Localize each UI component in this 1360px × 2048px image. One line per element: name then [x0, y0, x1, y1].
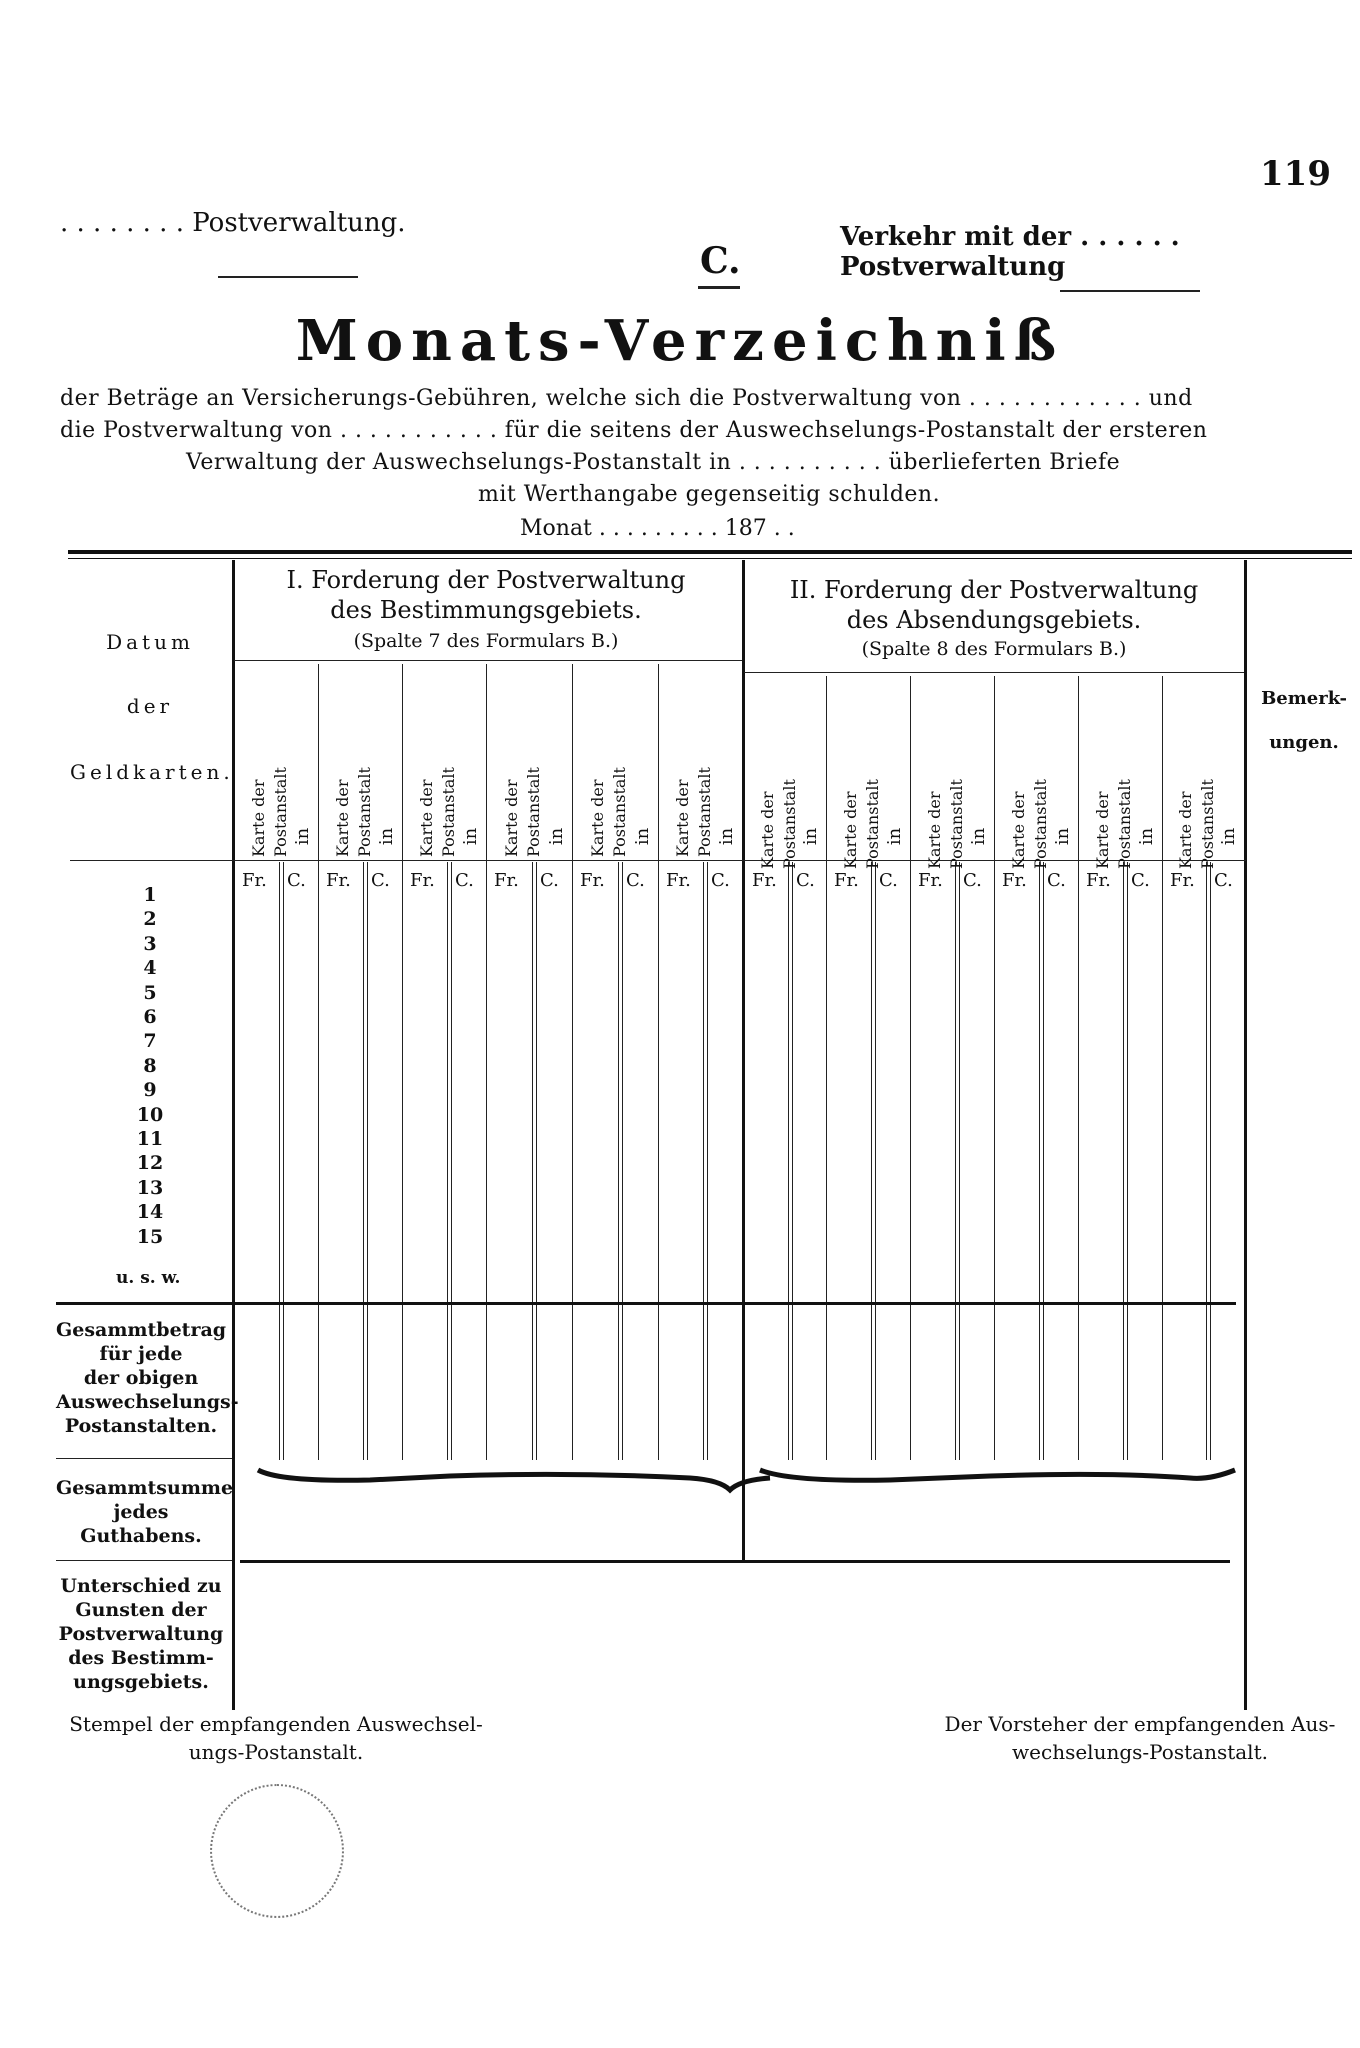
frc-split2-s1-4 [618, 862, 619, 1460]
row-number: 13 [136, 1176, 164, 1199]
frc-split-s1-1 [367, 862, 368, 1460]
header-right-rule [1060, 290, 1200, 292]
col-line-s2-2 [910, 676, 911, 1460]
frc-split-s2-2 [959, 862, 960, 1460]
row-label-line: des Bestimm- [68, 1647, 214, 1669]
row-label-line: für jede [99, 1343, 183, 1365]
section2-header-rule [744, 672, 1244, 673]
karte-line1: Karte der [333, 779, 352, 857]
karte-line2: Postanstalt [863, 779, 882, 869]
frc-split2-s1-0 [279, 862, 280, 1460]
frc-split-s2-1 [875, 862, 876, 1460]
karte-in-s2-3: in [1052, 827, 1074, 846]
description-line-1: der Beträge an Versicherungs-Gebühren, welche sich die Postverwaltung von . . . . . . . . . . . . und [60, 386, 1193, 411]
frc-split-s1-0 [283, 862, 284, 1460]
unit-fr-s2-4: Fr. [1086, 870, 1111, 891]
karte-line1: Karte der [249, 779, 268, 857]
unit-fr-s1-0: Fr. [242, 870, 267, 891]
karte-line2: Postanstalt [355, 767, 374, 857]
total-label [56, 1318, 239, 1438]
header-left-rule [218, 276, 358, 278]
document-title: Monats-Verzeichniß [295, 308, 1065, 374]
row-label-line: Postanstalten. [64, 1415, 218, 1437]
karte-line1: Karte der [1009, 791, 1028, 869]
section-divider [742, 560, 745, 1560]
unit-c-s1-0: C. [287, 870, 306, 891]
col-line-s1-2 [402, 664, 403, 1460]
col-line-s1-4 [572, 664, 573, 1460]
karte-line2: Postanstalt [524, 767, 543, 857]
datum-label: Datum [106, 630, 194, 654]
form-letter-rule [698, 286, 740, 289]
row-number: 11 [136, 1128, 164, 1150]
karte-line2: Postanstalt [780, 779, 799, 869]
description-line-2: die Postverwaltung von . . . . . . . . . . . für die seitens der Auswechselungs-Postanstalt der ersteren [60, 418, 1208, 443]
row-number: 12 [136, 1152, 164, 1175]
col-line-s1-5 [658, 664, 659, 1460]
karte-in-s1-0: in [292, 827, 314, 846]
description-line-4: mit Werthangabe gegenseitig schulden. [478, 482, 941, 507]
remarks-label-1: Bemerk- [1261, 688, 1347, 709]
row-label-line: Auswechselungs- [56, 1391, 239, 1413]
unit-fr-s2-2: Fr. [918, 870, 943, 891]
table-top-rule [68, 550, 1352, 554]
karte-in-s2-4: in [1136, 827, 1158, 846]
karte-in-s1-2: in [460, 827, 482, 846]
section2-title-1: II. Forderung der Postverwaltung [789, 576, 1199, 604]
frc-split-s2-0 [792, 862, 793, 1460]
frc-split2-s1-3 [532, 862, 533, 1460]
karte-line2: Postanstalt [1198, 779, 1217, 869]
footer-left-2: ungs-Postanstalt. [188, 1740, 364, 1764]
row-label-line: Unterschied zu [60, 1575, 222, 1597]
row-label-line: Gesammtsumme [56, 1477, 234, 1499]
karte-line2: Postanstalt [439, 767, 458, 857]
unit-c-s2-1: C. [879, 870, 898, 891]
frc-split-s2-5 [1210, 862, 1211, 1460]
brace-svg [250, 1450, 1250, 1500]
description-line-3: Verwaltung der Auswechselungs-Postanstalt in . . . . . . . . . . überlieferten Briefe [186, 450, 1121, 475]
frc-split2-s2-2 [955, 862, 956, 1460]
unit-c-s2-4: C. [1131, 870, 1150, 891]
unit-fr-s2-5: Fr. [1170, 870, 1195, 891]
datum-der-label: der [126, 694, 174, 718]
footer-right-2: wechselungs-Postanstalt. [1012, 1740, 1268, 1764]
unit-c-s1-3: C. [540, 870, 559, 891]
section1-header-rule [234, 660, 742, 661]
frc-split2-s2-5 [1206, 862, 1207, 1460]
unit-c-s1-5: C. [711, 870, 730, 891]
col-line-s1-3 [486, 664, 487, 1460]
row-label-line: der obigen [83, 1367, 199, 1389]
unit-fr-s1-5: Fr. [666, 870, 691, 891]
remarks-label-2: ungen. [1269, 732, 1339, 753]
brace-section-2 [760, 1470, 1235, 1480]
unit-fr-s2-0: Fr. [752, 870, 777, 891]
karte-in-s1-3: in [546, 827, 568, 846]
karte-in-s1-4: in [632, 827, 654, 846]
karte-line2: Postanstalt [271, 767, 290, 857]
karte-line1: Karte der [417, 779, 436, 857]
unit-fr-s2-1: Fr. [834, 870, 859, 891]
total-rule [56, 1302, 1236, 1305]
unit-c-s2-5: C. [1214, 870, 1233, 891]
karte-line2: Postanstalt [610, 767, 629, 857]
row-label-line: Postverwaltung [58, 1623, 224, 1645]
karte-line1: Karte der [673, 779, 692, 857]
diff-rule [56, 1560, 232, 1561]
frc-split-s2-4 [1127, 862, 1128, 1460]
row-label-line: Gesammtbetrag [56, 1319, 227, 1341]
karte-in-s1-5: in [716, 827, 738, 846]
karte-line1: Karte der [758, 791, 777, 869]
frc-split-s1-2 [451, 862, 452, 1460]
footer-left-1: Stempel der empfangenden Auswechsel- [69, 1712, 483, 1736]
frc-split-s1-3 [536, 862, 537, 1460]
footer-right-1: Der Vorsteher der empfangenden Aus- [944, 1712, 1336, 1736]
row-label-line: jedes [113, 1501, 169, 1523]
karte-line1: Karte der [925, 791, 944, 869]
section2-title-2: des Absendungsgebiets. [846, 606, 1142, 634]
unit-fr-s1-1: Fr. [326, 870, 351, 891]
row-number: 2 [143, 908, 157, 931]
frc-split-s1-5 [707, 862, 708, 1460]
col-line-s2-1 [826, 676, 827, 1460]
frc-split2-s1-2 [447, 862, 448, 1460]
form-letter: C. [700, 240, 741, 282]
stamp-placeholder [210, 1784, 344, 1918]
row-number: 5 [143, 981, 157, 1004]
usw-label: u. s. w. [116, 1268, 181, 1288]
row-number: 9 [143, 1079, 157, 1102]
section1-title-1: I. Forderung der Postverwaltung [286, 566, 686, 594]
sum-label [56, 1476, 234, 1548]
row-number: 3 [143, 932, 157, 955]
frc-split2-s2-1 [871, 862, 872, 1460]
row-number: 1 [143, 884, 157, 906]
section1-subtitle: (Spalte 7 des Formulars B.) [353, 630, 619, 652]
row-number: 10 [136, 1103, 164, 1126]
row-number: 14 [136, 1201, 164, 1224]
frc-split2-s2-3 [1039, 862, 1040, 1460]
month-line: Monat . . . . . . . . . 187 . . [520, 516, 795, 541]
frc-split2-s2-4 [1123, 862, 1124, 1460]
karte-line1: Karte der [841, 791, 860, 869]
section2-subtitle: (Spalte 8 des Formulars B.) [861, 638, 1127, 660]
geldkarten-label: Geldkarten. [70, 760, 234, 784]
karte-line1: Karte der [588, 779, 607, 857]
page-number: 119 [1260, 154, 1331, 194]
header-left: . . . . . . . . Postverwaltung. [60, 208, 406, 238]
datum-col-border [232, 560, 235, 1710]
unit-c-s2-3: C. [1047, 870, 1066, 891]
row-label-line: ungsgebiets. [73, 1671, 209, 1693]
col-line-s2-3 [994, 676, 995, 1460]
col-line-s1-1 [318, 664, 319, 1460]
karte-in-s2-5: in [1218, 827, 1240, 846]
col-line-s2-4 [1078, 676, 1079, 1460]
row-label-line: Gunsten der [75, 1599, 207, 1621]
unit-c-s1-4: C. [626, 870, 645, 891]
unit-c-s1-1: C. [371, 870, 390, 891]
karte-in-s2-2: in [968, 827, 990, 846]
frc-split2-s1-5 [703, 862, 704, 1460]
karte-in-s2-1: in [884, 827, 906, 846]
frc-split-s1-4 [622, 862, 623, 1460]
table-top-rule-thin [68, 558, 1352, 559]
frc-split-s2-3 [1043, 862, 1044, 1460]
karte-line1: Karte der [1176, 791, 1195, 869]
karte-line1: Karte der [1093, 791, 1112, 869]
brace-section-1 [258, 1470, 770, 1490]
karte-line2: Postanstalt [1031, 779, 1050, 869]
row-number: 6 [143, 1006, 157, 1028]
header-right: Verkehr mit der . . . . . . Postverwaltung [840, 222, 1180, 282]
karte-line2: Postanstalt [1115, 779, 1134, 869]
row-number: 4 [143, 957, 157, 980]
karte-in-s1-1: in [376, 827, 398, 846]
karte-in-s2-0: in [800, 827, 822, 846]
col-line-s2-5 [1162, 676, 1163, 1460]
karte-line1: Karte der [502, 779, 521, 857]
section1-title-2: des Bestimmungsgebiets. [330, 596, 642, 624]
unit-c-s1-2: C. [455, 870, 474, 891]
diff-label [56, 1574, 226, 1694]
karte-line2: Postanstalt [947, 779, 966, 869]
row-number: 7 [143, 1030, 157, 1053]
row-number: 8 [143, 1054, 157, 1077]
unit-fr-s1-3: Fr. [494, 870, 519, 891]
row-label-line: Guthabens. [80, 1525, 202, 1547]
frc-split2-s1-1 [363, 862, 364, 1460]
unit-fr-s2-3: Fr. [1002, 870, 1027, 891]
unit-c-s2-2: C. [963, 870, 982, 891]
sum-rule [56, 1458, 232, 1459]
frc-split2-s2-0 [788, 862, 789, 1460]
unit-c-s2-0: C. [796, 870, 815, 891]
unit-fr-s1-2: Fr. [410, 870, 435, 891]
row-number: 15 [136, 1225, 164, 1248]
remarks-col-border [1244, 560, 1247, 1710]
karte-line2: Postanstalt [695, 767, 714, 857]
unit-fr-s1-4: Fr. [580, 870, 605, 891]
guthaben-rule [240, 1560, 1230, 1563]
